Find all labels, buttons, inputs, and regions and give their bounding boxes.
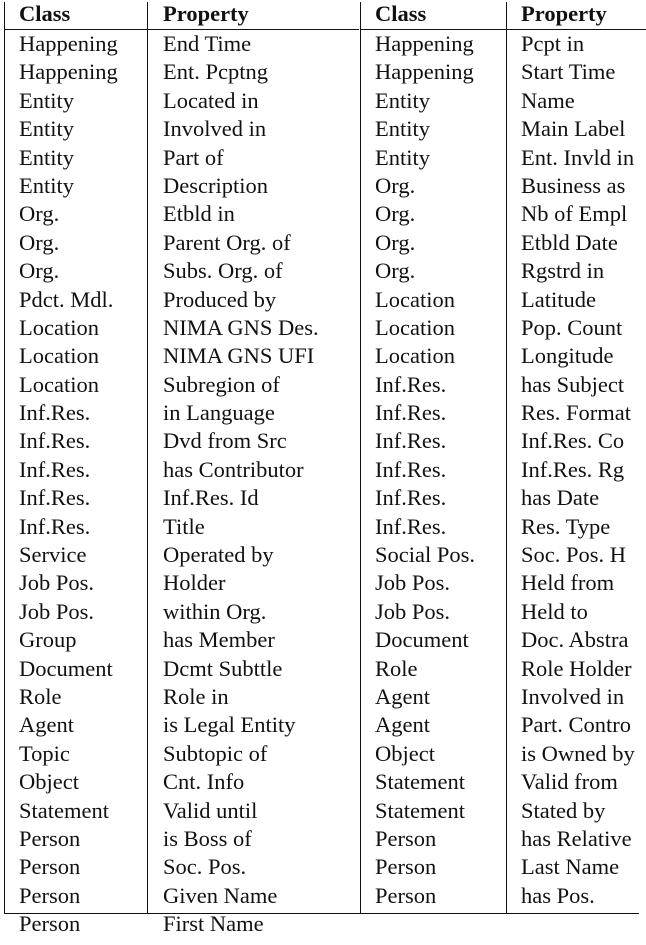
- property-cell: First Name: [163, 911, 264, 937]
- table-row: [5, 257, 359, 285]
- class-cell: Role: [19, 683, 62, 709]
- property-cell: Involved in: [521, 683, 625, 709]
- property-cell: Part. Contro: [521, 712, 631, 738]
- class-cell: Org.: [375, 229, 416, 255]
- table-row: [5, 456, 359, 484]
- table-row: [5, 768, 359, 796]
- property-cell: Stated by: [521, 797, 606, 823]
- property-cell: Inf.Res. Rg: [521, 456, 625, 482]
- table-row: [5, 427, 359, 455]
- table-row: [361, 58, 646, 86]
- property-cell: has Subject: [521, 371, 625, 397]
- class-cell: Location: [375, 314, 455, 340]
- table-row: [5, 314, 359, 342]
- property-cell: Cnt. Info: [163, 769, 245, 795]
- property-cell: Etbld in: [163, 201, 235, 227]
- class-cell: Statement: [375, 797, 465, 823]
- class-cell: Inf.Res.: [19, 428, 91, 454]
- class-cell: Org.: [19, 229, 60, 255]
- table-row: [5, 910, 359, 938]
- table-row: [5, 30, 359, 58]
- table-row: [5, 87, 359, 115]
- class-cell: Entity: [375, 87, 430, 113]
- class-cell: Object: [375, 740, 435, 766]
- header-property: Property: [163, 1, 249, 26]
- header-row: [361, 2, 646, 30]
- class-cell: Org.: [375, 258, 416, 284]
- table-row: [361, 30, 646, 58]
- table-row: [5, 569, 359, 597]
- table-row: [5, 626, 359, 654]
- table-row: [361, 882, 646, 910]
- property-cell: is Owned by: [521, 740, 635, 766]
- table-row: [5, 683, 359, 711]
- property-cell: Role Holder: [521, 655, 632, 681]
- class-cell: Entity: [375, 144, 430, 170]
- class-cell: Inf.Res.: [375, 485, 447, 511]
- table-row: [5, 853, 359, 881]
- property-cell: in Language: [163, 400, 275, 426]
- property-cell: NIMA GNS UFI: [163, 343, 315, 369]
- class-cell: Person: [375, 854, 437, 880]
- class-cell: Entity: [19, 144, 74, 170]
- property-cell: Produced by: [163, 286, 277, 312]
- table-row: [361, 797, 646, 825]
- table-row: [361, 456, 646, 484]
- property-cell: Operated by: [163, 542, 274, 568]
- table-row: [361, 172, 646, 200]
- property-cell: Soc. Pos.: [163, 854, 247, 880]
- table-row: [361, 257, 646, 285]
- property-cell: Dvd from Src: [163, 428, 287, 454]
- class-cell: Entity: [375, 116, 430, 142]
- table-row: [5, 655, 359, 683]
- class-cell: Object: [19, 769, 79, 795]
- property-cell: Res. Format: [521, 400, 631, 426]
- table-row: [361, 427, 646, 455]
- table-row: [361, 768, 646, 796]
- class-cell: Agent: [375, 683, 430, 709]
- table-row: [5, 513, 359, 541]
- property-cell: Subregion of: [163, 371, 280, 397]
- property-cell: Last Name: [521, 854, 620, 880]
- table-row: [361, 200, 646, 228]
- property-cell: Ent. Pcptng: [163, 59, 268, 85]
- table-row: [5, 200, 359, 228]
- property-cell: Business as: [521, 172, 626, 198]
- table-row: [5, 144, 359, 172]
- class-cell: Agent: [19, 712, 74, 738]
- property-cell: Main Label: [521, 116, 626, 142]
- property-cell: Parent Org. of: [163, 229, 291, 255]
- property-cell: has Date: [521, 485, 600, 511]
- class-cell: Job Pos.: [19, 598, 95, 624]
- class-cell: Agent: [375, 712, 430, 738]
- property-cell: Pop. Count: [521, 314, 623, 340]
- table-row: [361, 87, 646, 115]
- table-row: [361, 513, 646, 541]
- property-cell: Dcmt Subttle: [163, 655, 283, 681]
- property-cell: Part of: [163, 144, 224, 170]
- table-row: [361, 286, 646, 314]
- table-row: [5, 711, 359, 739]
- class-cell: Person: [19, 911, 81, 937]
- table-row: [361, 853, 646, 881]
- ontology-table: [4, 1, 639, 937]
- class-cell: Service: [19, 542, 87, 568]
- class-cell: Inf.Res.: [19, 456, 91, 482]
- class-cell: Person: [375, 825, 437, 851]
- property-cell: Res. Type: [521, 513, 611, 539]
- class-cell: Location: [375, 286, 455, 312]
- property-cell: has Contributor: [163, 456, 304, 482]
- class-cell: Inf.Res.: [375, 513, 447, 539]
- class-cell: Pdct. Mdl.: [19, 286, 114, 312]
- property-cell: Start Time: [521, 59, 616, 85]
- table-row: [5, 797, 359, 825]
- property-cell: Subs. Org. of: [163, 258, 283, 284]
- class-cell: Person: [375, 882, 437, 908]
- property-cell: Latitude: [521, 286, 596, 312]
- table-row: [5, 399, 359, 427]
- class-cell: Document: [375, 627, 469, 653]
- table-row: [361, 569, 646, 597]
- class-cell: Statement: [375, 769, 465, 795]
- class-cell: Entity: [19, 172, 74, 198]
- table-row: [361, 825, 646, 853]
- table-row: [361, 626, 646, 654]
- class-cell: Happening: [375, 31, 474, 56]
- property-cell: Held to: [521, 598, 588, 624]
- property-cell: Inf.Res. Co: [521, 428, 625, 454]
- class-cell: Location: [19, 371, 99, 397]
- table-row: [5, 58, 359, 86]
- table-row: [5, 172, 359, 200]
- table-row: [5, 286, 359, 314]
- left-rows: [5, 30, 359, 939]
- header-row: [5, 2, 359, 30]
- table-row: [361, 484, 646, 512]
- property-cell: Held from: [521, 570, 615, 596]
- class-cell: Entity: [19, 116, 74, 142]
- class-cell: Person: [19, 825, 81, 851]
- table-row: [5, 882, 359, 910]
- class-cell: Org.: [19, 201, 60, 227]
- property-cell: Ent. Invld in: [521, 144, 635, 170]
- class-cell: Org.: [19, 258, 60, 284]
- class-cell: Role: [375, 655, 418, 681]
- property-cell: Doc. Abstra: [521, 627, 629, 653]
- class-cell: Inf.Res.: [19, 513, 91, 539]
- table-row: [5, 598, 359, 626]
- class-cell: Job Pos.: [375, 598, 451, 624]
- header-class: Class: [375, 1, 427, 26]
- table-row: [361, 314, 646, 342]
- property-cell: is Boss of: [163, 825, 252, 851]
- property-cell: Soc. Pos. H: [521, 542, 627, 568]
- table-row: [361, 144, 646, 172]
- class-cell: Inf.Res.: [375, 428, 447, 454]
- class-cell: Social Pos.: [375, 542, 476, 568]
- table-right-half: [360, 2, 646, 913]
- table-row: [5, 229, 359, 257]
- class-cell: Topic: [19, 740, 70, 766]
- table-row: [361, 342, 646, 370]
- property-cell: Given Name: [163, 882, 278, 908]
- table-left-half: [5, 1, 359, 937]
- property-cell: Involved in: [163, 116, 267, 142]
- table-row: [361, 655, 646, 683]
- table-row: [361, 115, 646, 143]
- class-cell: Happening: [19, 31, 118, 56]
- class-cell: Org.: [375, 201, 416, 227]
- class-cell: Inf.Res.: [375, 456, 447, 482]
- property-cell: Located in: [163, 87, 259, 113]
- header-property: Property: [521, 1, 607, 26]
- property-cell: Etbld Date: [521, 229, 618, 255]
- property-cell: Pcpt in: [521, 31, 585, 56]
- class-cell: Entity: [19, 87, 74, 113]
- property-cell: has Member: [163, 627, 275, 653]
- class-cell: Location: [19, 343, 99, 369]
- property-cell: has Pos.: [521, 882, 595, 908]
- class-cell: Org.: [375, 172, 416, 198]
- class-cell: Person: [19, 882, 81, 908]
- table-row: [5, 115, 359, 143]
- class-cell: Inf.Res.: [19, 400, 91, 426]
- property-cell: Description: [163, 172, 268, 198]
- class-cell: Person: [19, 854, 81, 880]
- property-cell: NIMA GNS Des.: [163, 314, 319, 340]
- table-row: [361, 683, 646, 711]
- class-cell: Location: [375, 343, 455, 369]
- class-cell: Job Pos.: [19, 570, 95, 596]
- property-cell: Valid until: [163, 797, 258, 823]
- property-cell: Title: [163, 513, 205, 539]
- property-cell: Name: [521, 87, 575, 113]
- table-row: [361, 740, 646, 768]
- class-cell: Group: [19, 627, 77, 653]
- table-row: [361, 541, 646, 569]
- class-cell: Statement: [19, 797, 109, 823]
- property-cell: Role in: [163, 683, 229, 709]
- property-cell: Holder: [163, 570, 226, 596]
- property-cell: Rgstrd in: [521, 258, 605, 284]
- table-row: [361, 229, 646, 257]
- right-rows: [361, 30, 646, 910]
- table-row: [5, 342, 359, 370]
- table-row: [361, 399, 646, 427]
- class-cell: Happening: [375, 59, 474, 85]
- header-class: Class: [19, 1, 71, 26]
- property-cell: Valid from: [521, 769, 618, 795]
- table-row: [5, 541, 359, 569]
- table-row: [5, 825, 359, 853]
- class-cell: Job Pos.: [375, 570, 451, 596]
- property-cell: within Org.: [163, 598, 267, 624]
- class-cell: Document: [19, 655, 113, 681]
- class-cell: Inf.Res.: [375, 371, 447, 397]
- table-row: [361, 711, 646, 739]
- table-row: [5, 484, 359, 512]
- table-row: [5, 371, 359, 399]
- class-cell: Location: [19, 314, 99, 340]
- property-cell: Nb of Empl: [521, 201, 628, 227]
- property-cell: Subtopic of: [163, 740, 268, 766]
- property-cell: Inf.Res. Id: [163, 485, 259, 511]
- table-row: [5, 740, 359, 768]
- property-cell: has Relative: [521, 825, 632, 851]
- property-cell: is Legal Entity: [163, 712, 296, 738]
- table-row: [361, 598, 646, 626]
- property-cell: Longitude: [521, 343, 614, 369]
- class-cell: Happening: [19, 59, 118, 85]
- class-cell: Inf.Res.: [375, 400, 447, 426]
- table-row: [361, 371, 646, 399]
- property-cell: End Time: [163, 31, 252, 56]
- class-cell: Inf.Res.: [19, 485, 91, 511]
